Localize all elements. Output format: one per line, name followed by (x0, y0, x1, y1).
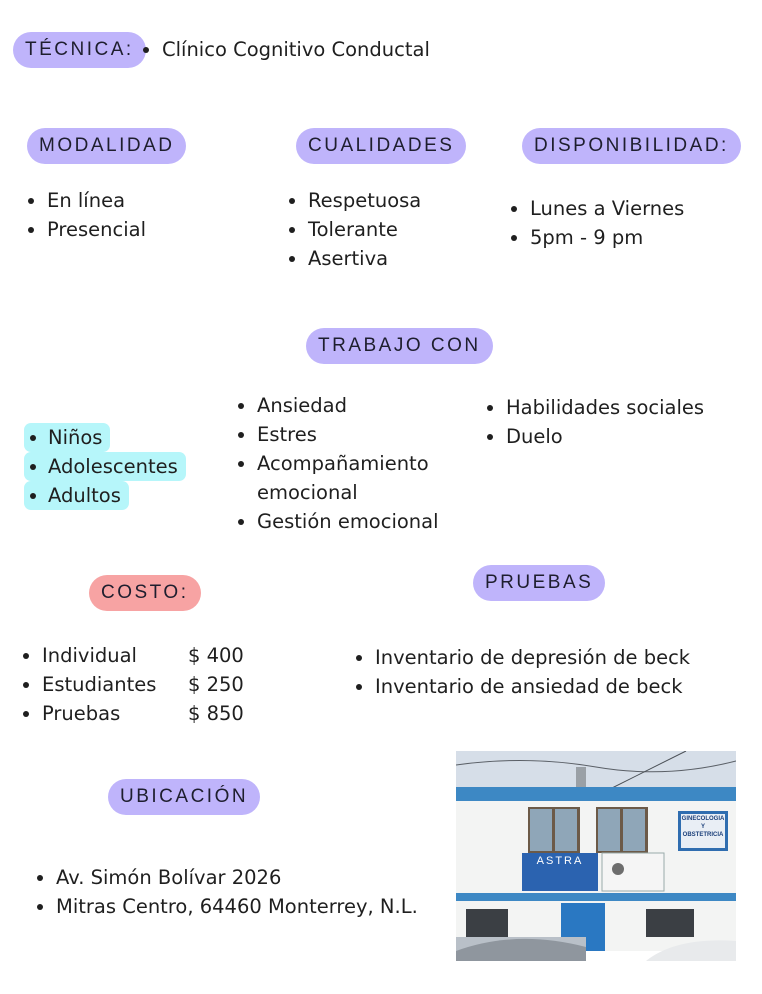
list-item: Estres (235, 420, 455, 449)
temas-list (235, 391, 455, 536)
list-item: Presencial (25, 215, 146, 244)
list-item: Duelo (484, 422, 704, 451)
list-item: Niños (24, 423, 110, 452)
ubicacion-heading: UBICACIÓN (108, 779, 260, 815)
list-item: Ansiedad (235, 391, 455, 420)
cualidades-heading: CUALIDADES (296, 128, 466, 164)
tecnica-heading: TÉCNICA: (13, 32, 146, 68)
cost-price: $ 250 (188, 673, 244, 696)
trabajo-heading: TRABAJO CON (306, 328, 493, 364)
list-item: Lunes a Viernes (508, 194, 684, 223)
list-item: Av. Simón Bolívar 2026 (34, 863, 418, 892)
modalidad-list (25, 186, 146, 244)
disponibilidad-list (508, 194, 684, 252)
ubicacion-list (34, 863, 418, 921)
list-item: Adultos (24, 481, 129, 510)
list-item: Clínico Cognitivo Conductal (140, 35, 430, 64)
pruebas-list (353, 643, 690, 701)
costo-heading: COSTO: (89, 575, 201, 611)
cost-label: Estudiantes (42, 673, 157, 696)
list-item: Gestión emocional (235, 507, 455, 536)
list-item: Asertiva (286, 244, 421, 273)
cost-label: Individual (42, 644, 137, 667)
otros-list (484, 393, 704, 451)
modalidad-heading: MODALIDAD (27, 128, 186, 164)
list-item: Inventario de ansiedad de beck (353, 672, 690, 701)
list-item: En línea (25, 186, 146, 215)
cost-row (20, 641, 244, 670)
poblacion-highlight-list (24, 423, 186, 510)
cualidades-list (286, 186, 421, 273)
cost-price: $ 400 (188, 644, 244, 667)
list-item: Mitras Centro, 64460 Monterrey, N.L. (34, 892, 418, 921)
list-item: Adolescentes (24, 452, 186, 481)
list-item: 5pm - 9 pm (508, 223, 684, 252)
sign-line: Y (700, 824, 705, 830)
list-item: Inventario de depresión de beck (353, 643, 690, 672)
sign-line: GINECOLOGIA (681, 816, 725, 822)
building-photo (456, 751, 736, 961)
list-item: Tolerante (286, 215, 421, 244)
tecnica-list (140, 35, 430, 64)
costo-list (20, 641, 244, 728)
astra-sign: ASTRA (536, 855, 584, 867)
cost-row (20, 670, 244, 699)
list-item: Habilidades sociales (484, 393, 704, 422)
pruebas-heading: PRUEBAS (473, 565, 605, 601)
disponibilidad-heading: DISPONIBILIDAD: (522, 128, 741, 164)
list-item: Respetuosa (286, 186, 421, 215)
sign-line: OBSTETRICIA (682, 832, 724, 838)
ginecologia-sign (681, 815, 725, 839)
cost-row (20, 699, 244, 728)
cost-label: Pruebas (42, 702, 121, 725)
list-item: Acompañamiento emocional (235, 449, 455, 507)
cost-price: $ 850 (188, 702, 244, 725)
